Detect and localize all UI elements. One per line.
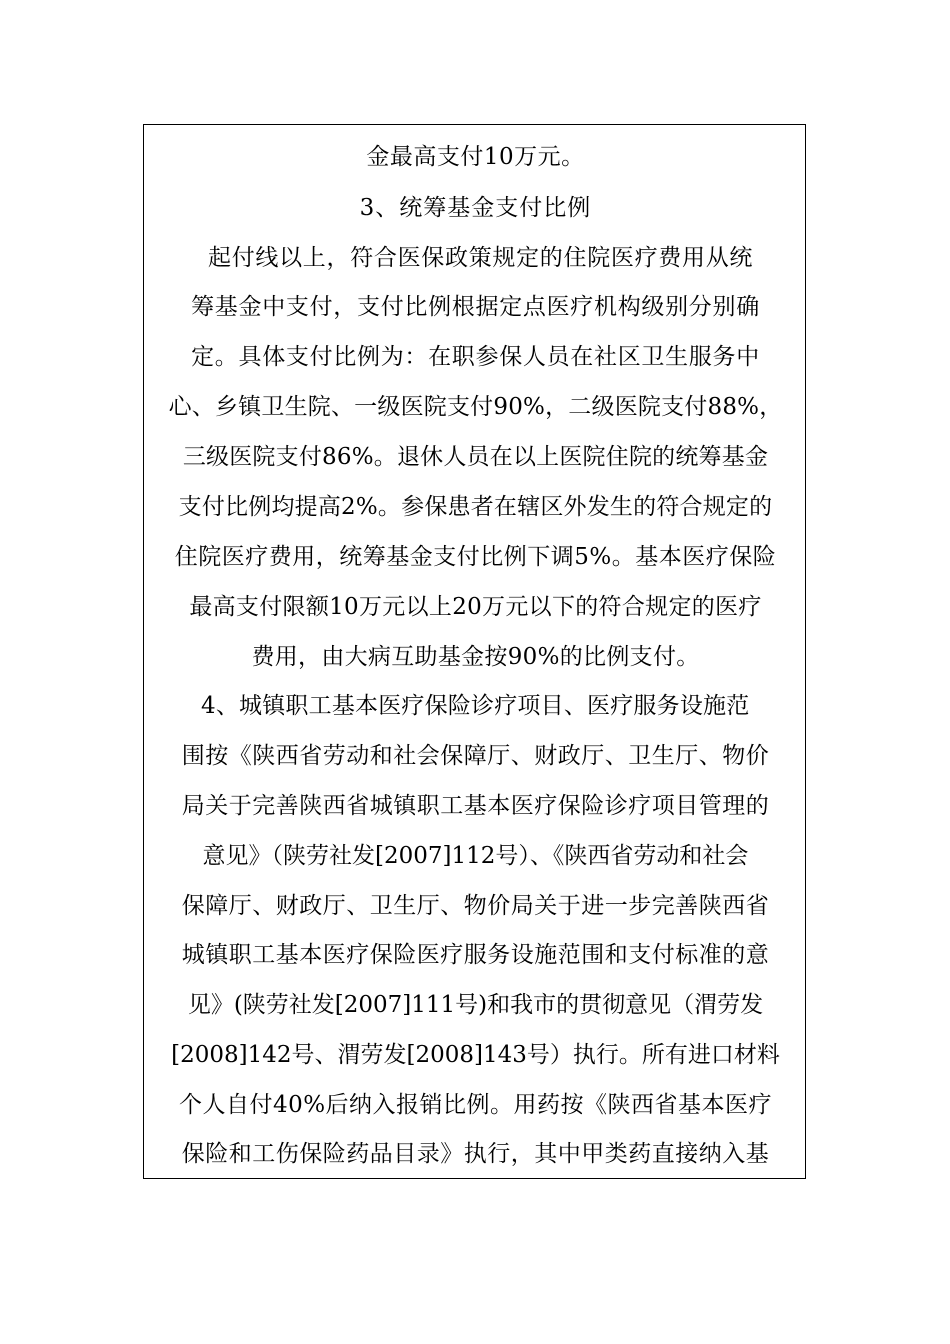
text-line: [2008]142号、渭劳发[2008]143号）执行。所有进口材料 [171, 1042, 780, 1068]
text-line: 见》(陕劳社发[2007]111号)和我市的贯彻意见（渭劳发 [187, 992, 764, 1018]
text-line: 筹基金中支付，支付比例根据定点医疗机构级别分别确 [191, 294, 760, 320]
text-line: 个人自付40%后纳入报销比例。用药按《陕西省基本医疗 [178, 1092, 773, 1118]
text-line: 起付线以上，符合医保政策规定的住院医疗费用从统 [208, 245, 754, 271]
text-line: 4、城镇职工基本医疗保险诊疗项目、医疗服务设施范 [201, 693, 750, 719]
text-line: 保障厅、财政厅、卫生厅、物价局关于进一步完善陕西省 [181, 893, 770, 919]
text-line: 围按《陕西省劳动和社会保障厅、财政厅、卫生厅、物价 [181, 743, 770, 769]
text-line: 金最高支付10万元。 [366, 144, 585, 170]
text-line: 意见》（陕劳社发[2007]112号）、《陕西省劳动和社会 [202, 843, 749, 869]
text-line: 三级医院支付86%。退休人员在以上医院住院的统筹基金 [182, 444, 769, 470]
text-line: 最高支付限额10万元以上20万元以下的符合规定的医疗 [189, 594, 762, 620]
section-heading: 3、统筹基金支付比例 [359, 195, 592, 221]
text-line: 城镇职工基本医疗保险医疗服务设施范围和支付标准的意 [181, 942, 770, 968]
text-frame [143, 124, 806, 1179]
text-line: 保险和工伤保险药品目录》执行，其中甲类药直接纳入基 [181, 1141, 770, 1167]
text-line: 住院医疗费用，统筹基金支付比例下调5%。基本医疗保险 [174, 544, 777, 570]
text-line: 局关于完善陕西省城镇职工基本医疗保险诊疗项目管理的 [181, 793, 770, 819]
text-line: 心、乡镇卫生院、一级医院支付90%，二级医院支付88%， [168, 394, 783, 420]
text-line: 定。具体支付比例为：在职参保人员在社区卫生服务中 [191, 344, 760, 370]
text-line: 支付比例均提高2%。参保患者在辖区外发生的符合规定的 [178, 494, 773, 520]
text-line: 费用，由大病互助基金按90%的比例支付。 [251, 644, 700, 670]
